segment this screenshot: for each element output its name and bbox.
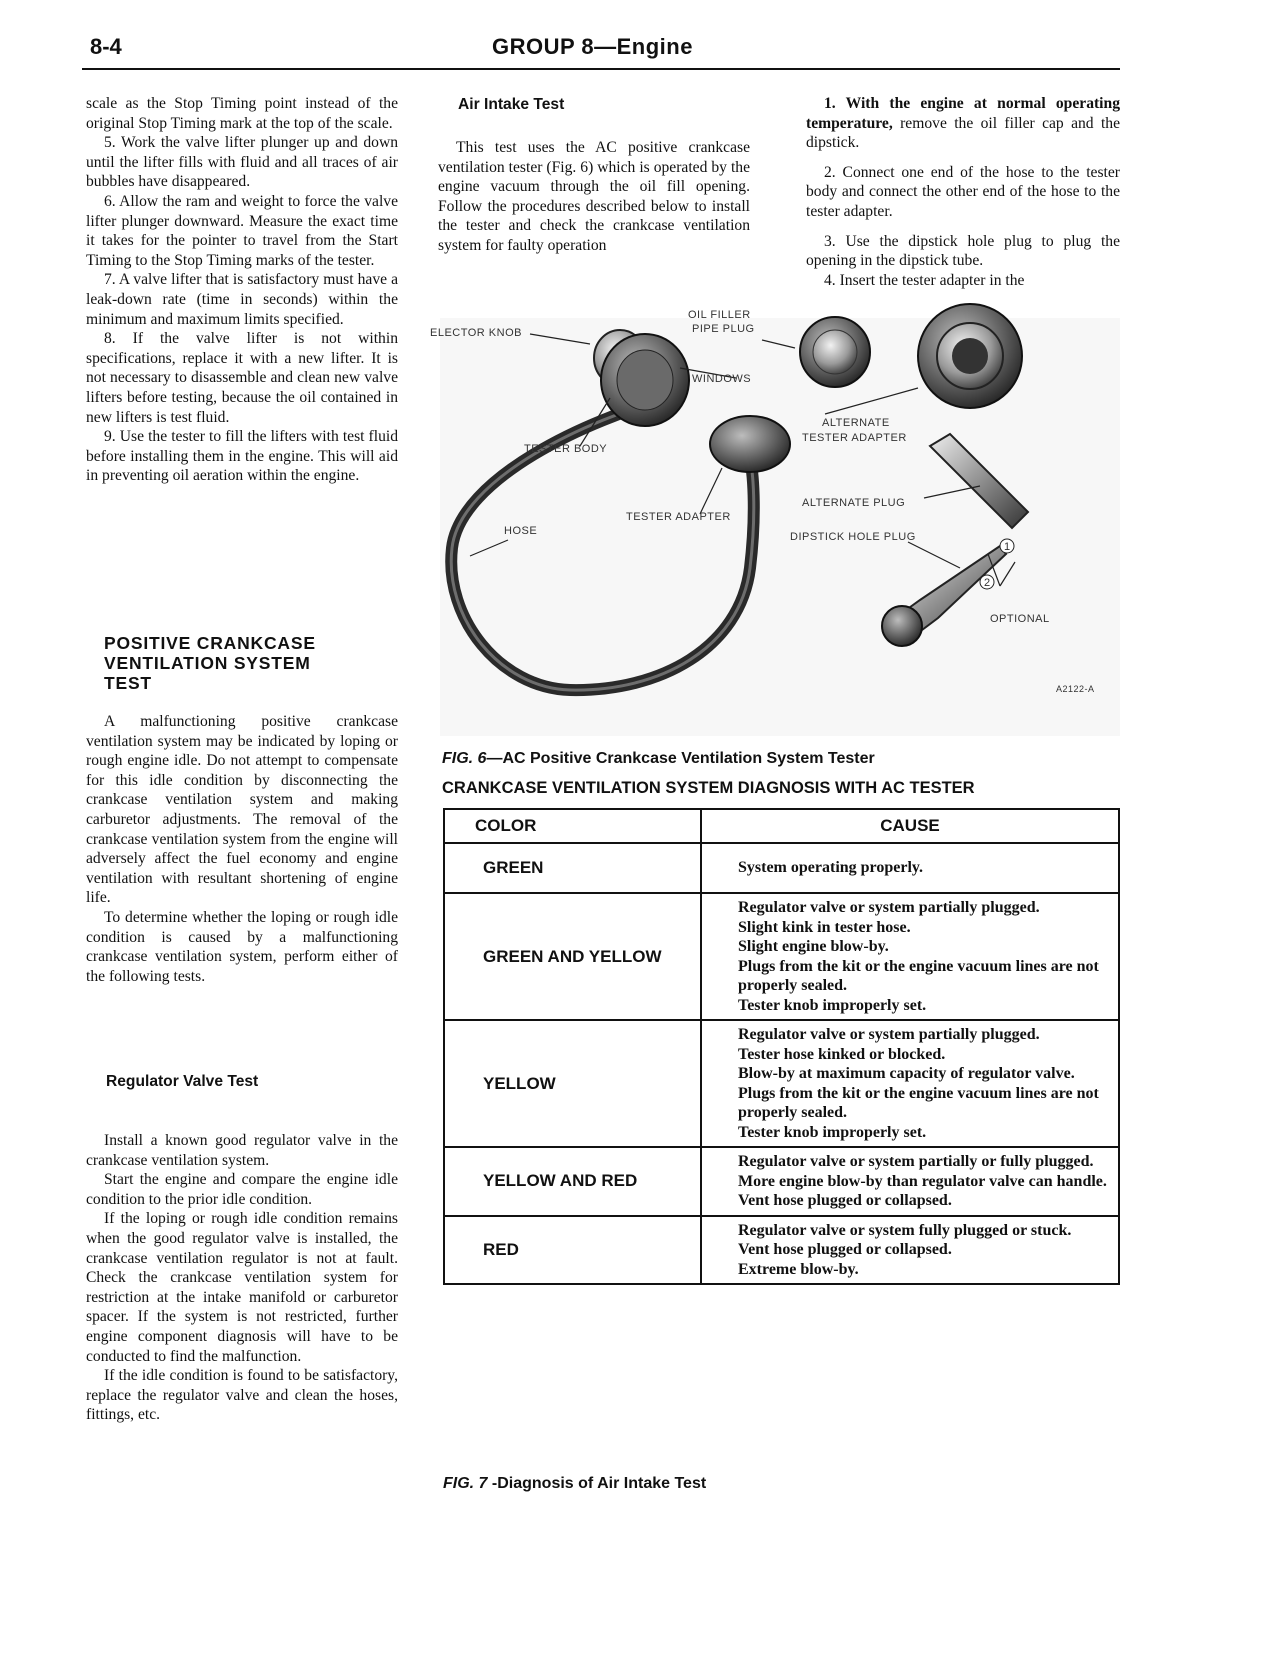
table-row — [444, 1216, 1119, 1285]
figure-7-text: -Diagnosis of Air Intake Test — [491, 1475, 707, 1492]
step-1-bold: 1. With the engine at normal operating temperature, — [806, 95, 1120, 132]
paragraph-intro: scale as the Stop Timing point instead of the original Stop Timing mark at the top of the scale. — [86, 95, 398, 132]
label-tester-body: TESTER BODY — [524, 443, 608, 455]
section-title: POSITIVE CRANKCASE VENTILATION SYSTEM TEST — [104, 633, 316, 693]
label-num-1: 1 — [1004, 541, 1011, 553]
column-header-cause: CAUSE — [701, 809, 1119, 843]
cause-item: Slight kink in tester hose. — [738, 918, 911, 936]
cause-item: Vent hose plugged or collapsed. — [738, 1241, 952, 1258]
cause-item: Blow-by at maximum capacity of regulator valve. — [738, 1065, 1075, 1082]
label-dipstick-hole-plug: DIPSTICK HOLE PLUG — [790, 531, 916, 543]
label-num-2: 2 — [984, 577, 991, 589]
label-alternate: ALTERNATE — [822, 417, 890, 429]
cause-item: Regulator valve or system partially plugged. — [738, 899, 1040, 916]
middle-column — [438, 138, 750, 256]
cause-item: Slight engine blow-by. — [738, 938, 889, 955]
step-3: 3. Use the dipstick hole plug to plug the opening in the dipstick tube. — [806, 232, 1120, 270]
paragraph-malfunction: A malfunctioning positive crankcase ventilation system may be indicated by loping or rough engine idle. Do not attempt to compensate for this idle condition by disconnecting the crankcase ventilation system and making carburetor adjustments. The removal of the crankcase ventilation system from the engine will adversely affect the fuel economy and engine ventilation with resultant shortening of engine life. — [86, 713, 398, 907]
table-row — [444, 1020, 1119, 1147]
label-ref: A2122-A — [1056, 684, 1095, 694]
label-elector-knob: ELECTOR KNOB — [430, 327, 522, 339]
figure-6-text: —AC Positive Crankcase Ventilation System Tester — [486, 750, 875, 767]
table-row — [444, 1147, 1119, 1216]
paragraph-determine: To determine whether the loping or rough idle condition is caused by a malfunctioning crankcase ventilation system, perform either of the following tests. — [86, 908, 398, 985]
cause-item: Vent hose plugged or collapsed. — [738, 1192, 952, 1209]
step-7: 7. A valve lifter that is satisfactory must have a leak-down rate (time in seconds) within the minimum and maximum limits specified. — [86, 271, 398, 328]
column-header-color: COLOR — [444, 809, 701, 843]
right-column — [806, 94, 1120, 290]
cause-cell — [701, 1020, 1119, 1147]
paragraph-install: Install a known good regulator valve in the crankcase ventilation system. — [86, 1132, 398, 1169]
regulator-valve-heading: Regulator Valve Test — [106, 1073, 259, 1090]
label-tester-adapter-alt: TESTER ADAPTER — [802, 432, 907, 444]
label-oil-filler: OIL FILLER — [688, 309, 751, 321]
cause-item: Tester knob improperly set. — [738, 1123, 927, 1141]
step-9: 9. Use the tester to fill the lifters with test fluid before installing them in the engine. This will aid in preventing oil aeration within the engine. — [86, 428, 398, 485]
paragraph-if-loping: If the loping or rough idle condition remains when the good regulator valve is installed, the crankcase ventilation regulator is not at fault. Check the crankcase ventilation system for restriction at the intake manifold or carburetor spacer. If the system is not restricted, further engine component diagnosis will have to be conducted to find the malfunction. — [86, 1210, 398, 1365]
figure-6-number: FIG. 6 — [442, 750, 487, 767]
step-4: 4. Insert the tester adapter in the — [824, 271, 1025, 289]
cause-item: Tester hose kinked or blocked. — [738, 1045, 946, 1063]
color-cell-yellow-and-red: YELLOW AND RED — [444, 1147, 701, 1216]
cause-cell — [701, 843, 1119, 893]
cause-cell — [701, 1216, 1119, 1285]
cause-cell — [701, 1147, 1119, 1216]
color-cell-green-and-yellow: GREEN AND YELLOW — [444, 893, 701, 1020]
paragraph-start: Start the engine and compare the engine idle condition to the prior idle condition. — [86, 1171, 398, 1208]
figure-background — [440, 318, 1120, 736]
left-column-regulator — [86, 1131, 398, 1425]
cause-item: Tester knob improperly set. — [738, 996, 927, 1014]
cause-item: Plugs from the kit or the engine vacuum lines are not properly sealed. — [738, 957, 1099, 994]
paragraph-if-idle: If the idle condition is found to be satisfactory, replace the regulator valve and clean the hoses, fittings, etc. — [86, 1367, 398, 1424]
air-intake-heading: Air Intake Test — [458, 96, 565, 113]
figure-6-illustration — [430, 309, 1120, 736]
color-cell-green: GREEN — [444, 843, 701, 893]
label-windows: WINDOWS — [692, 373, 752, 385]
label-hose: HOSE — [504, 525, 538, 537]
cause-cell — [701, 893, 1119, 1020]
step-2: 2. Connect one end of the hose to the tester body and connect the other end of the hose to the tester adapter. — [806, 163, 1120, 220]
cause-item: More engine blow-by than regulator valve can handle. — [738, 1172, 1107, 1190]
left-column-lower — [86, 712, 398, 986]
color-cell-red: RED — [444, 1216, 701, 1285]
cause-item: Regulator valve or system fully plugged or stuck. — [738, 1221, 1072, 1239]
label-alternate-plug: ALTERNATE PLUG — [802, 497, 906, 509]
paragraph-air-intake: This test uses the AC positive crankcase ventilation tester (Fig. 6) which is operated by the engine vacuum through the oil fill opening. Follow the procedures described below to install the tester and check the crankcase ventilation system for faulty operation — [438, 139, 750, 254]
color-cell-yellow: YELLOW — [444, 1020, 701, 1147]
figure-7-caption — [443, 1475, 706, 1493]
cause-item: Regulator valve or system partially plugged. — [738, 1026, 1040, 1043]
tester-adapter-shape — [710, 416, 790, 472]
cause-item: Plugs from the kit or the engine vacuum lines are not properly sealed. — [738, 1084, 1099, 1121]
label-optional: OPTIONAL — [990, 613, 1050, 625]
figure-7-number: FIG. 7 — [443, 1475, 488, 1492]
diagnosis-table-title: CRANKCASE VENTILATION SYSTEM DIAGNOSIS WITH AC TESTER — [442, 779, 975, 797]
step-1-rest: remove the oil filler cap and the dipstick. — [806, 114, 1120, 152]
figure-6-caption — [442, 750, 875, 768]
page-number: 8-4 — [90, 34, 122, 59]
label-tester-adapter: TESTER ADAPTER — [626, 511, 731, 523]
header-rule — [82, 68, 1120, 70]
cause-item: Extreme blow-by. — [738, 1260, 859, 1278]
cause-item: System operating properly. — [738, 859, 924, 877]
step-6: 6. Allow the ram and weight to force the valve lifter plunger downward. Measure the exact time it takes for the pointer to travel from the Start Timing to the Stop Timing marks of the tester. — [86, 192, 398, 269]
table-row — [444, 893, 1119, 1020]
step-8: 8. If the valve lifter is not within specifications, replace it with a new lifter. It is not necessary to disassemble and clean new valve lifters before testing, because the oil contained in new lifters is test fluid. — [86, 330, 398, 426]
step-1 — [806, 94, 1120, 153]
label-pipe-plug: PIPE PLUG — [692, 323, 755, 335]
table-row — [444, 843, 1119, 893]
diagnosis-table — [443, 808, 1120, 1285]
page-title: GROUP 8—Engine — [492, 34, 693, 59]
left-column — [86, 94, 398, 486]
table-header-row — [444, 809, 1119, 843]
cause-item: Regulator valve or system partially or fully plugged. — [738, 1153, 1094, 1170]
step-5: 5. Work the valve lifter plunger up and down until the lifter fills with fluid and all traces of air bubbles have disappeared. — [86, 134, 398, 191]
